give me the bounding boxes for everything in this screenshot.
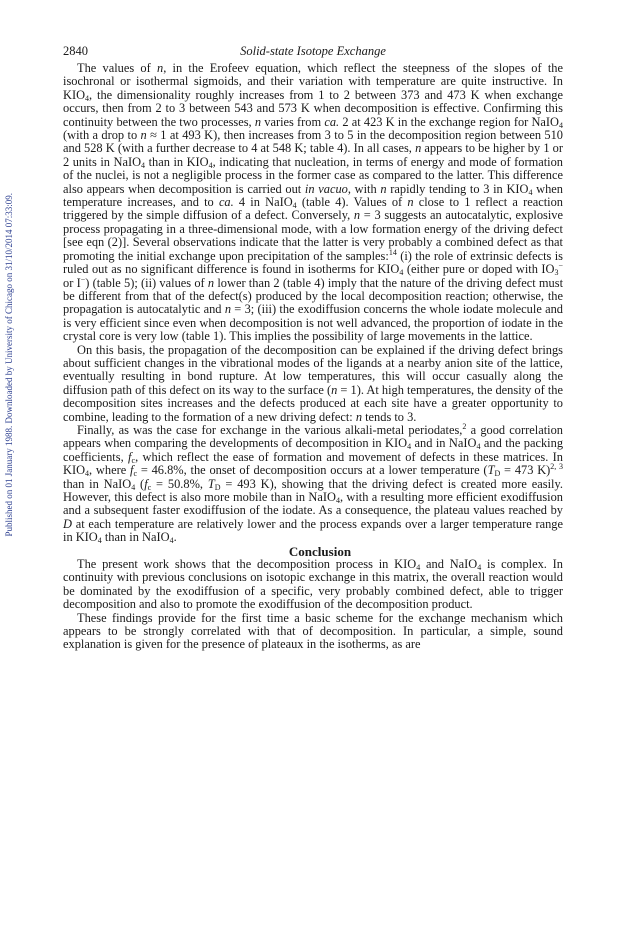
paragraph-conclusion-1: The present work shows that the decomposition process in $KIO_4$ and NaIO$_4$ is complex. In continuity with previous conclusions on isotopic exchange in this matrix, the overall reaction would be dominated by the exodiffusion of a specific, very probably combined defect, able to trigger decomposition and also to promote the exodiffusion of the decomposition product. [63, 557, 564, 612]
paragraph-erofeev: The values of n, in the Erofeev equation, which reflect the steepness of the slopes of the isochronal or isothermal sigmoids, and their variation with temperature are quite instructive. In $KIO_4$, the dimensionality roughly increases from 1 to 2 between 373 and 473 K when exchange occurs, then from 2 to 3 between 543 and 573 K when decomposition is effective. Confirming this continuity between the two processes, n varies from ca. 2 at 423 K in the exchange region for NaIO$_4$ (with a drop to n ≈ 1 at 493 K), then increases from 3 to 5 in the decomposition region between 510 and 528 K (with a further decrease to 4 at 548 K; table 4). In all cases, n appears to be higher by 1 or 2 units in NaIO$_4$ than in $KIO_4$, indicating that nucleation, in terms of energy and mode of formation of the nuclei, is not a negligible process in the former case as compared to the latter. This difference also appears when decomposition is carried out in vacuo, with n rapidly tending to 3 in $KIO_4$ when temperature increases, and to ca. 4 in NaIO$_4$ (table 4). Values of n close to 1 reflect a reaction triggered by the simple diffusion of a defect. Conversely, n = 3 suggests an autocatalytic, explosive process propagating in a three-dimensional mode, with a low formation energy of the driving defect [see eqn (2)]. Several observations indicate that the latter is very probably a combined defect as that promoting the initial exchange upon precipitation of the samples:$^{14}$ (i) the role of extrinsic defects is ruled out as no significant difference is found in isotherms for $KIO_4$ (either pure or doped with $IO_3^-$ or I−) (table 5); (ii) values of n lower than 2 (table 4) imply that the nature of the driving defect must be different from that of the defect(s) produced by the local decomposition reaction; otherwise, the propagation is autocatalytic and n = 3; (iii) the exodiffusion concerns the whole iodate molecule and is very efficient since even when decomposition is not well advanced, the proportion of iodate in the crystal core is very low (table 1). This implies the possibility of large movements in the lattice. [63, 61, 564, 344]
paragraph-packing-coefficients: Finally, as was the case for exchange in the various alkali-metal periodates,$^2$ a good correlation appears when comparing the developments of decomposition in $KIO_4$ and in NaIO$_4$ and the packing coefficients, $f_c$, which reflect the ease of formation and movement of defects in these matrices. In $KIO_4$, where $f_c = 46.8\%$, the onset of decomposition occurs at a lower temperature ($T_D = 473$ K)$^{2, 3}$ than in NaIO$_4$ ($f_c = 50.8\%$, $T_D = 493$ K), showing that the driving defect is created more easily. However, this defect is also more mobile than in NaIO$_4$, with a resulting more efficient exodiffusion and a subsequent faster exodiffusion of the iodate. As a consequence, the plateau values reached by D at each temperature are relatively lower and the process expands over a larger temperature range in $KIO_4$ than in NaIO$_4$. [63, 421, 564, 546]
paragraph-propagation: On this basis, the propagation of the decomposition can be explained if the driving defect brings about sufficient changes in the vibrational modes of the ligands at a nearby anion site of the lattice, eventually resulting in bond rupture. At low temperatures, this will occur casually along the diffusion path of this defect on its way to the surface (n = 1). At high temperatures, the density of the decomposition sites increases and the defects produced at each site have a greater opportunity to combine, leading to the formation of a new driving defect: n tends to 3. [63, 342, 563, 424]
section-heading-conclusion: Conclusion [288, 543, 352, 559]
page-number: 2840 [63, 44, 88, 58]
download-notice-text: Published on 01 January 1988. Downloaded by University of Chicago on 31/10/2014 07:33:09. [4, 193, 14, 537]
download-notice-sidebar [3, 150, 15, 580]
running-title: Solid-state Isotope Exchange [240, 44, 386, 58]
page-header [63, 44, 563, 60]
paragraph-conclusion-2: These findings provide for the first time a basic scheme for the exchange mechanism which appears to be strongly correlated with that of decomposition. In particular, a simple, sound explanation is given for the presence of plateaux in the isotherms, as are [63, 610, 563, 652]
article-body [63, 62, 563, 652]
